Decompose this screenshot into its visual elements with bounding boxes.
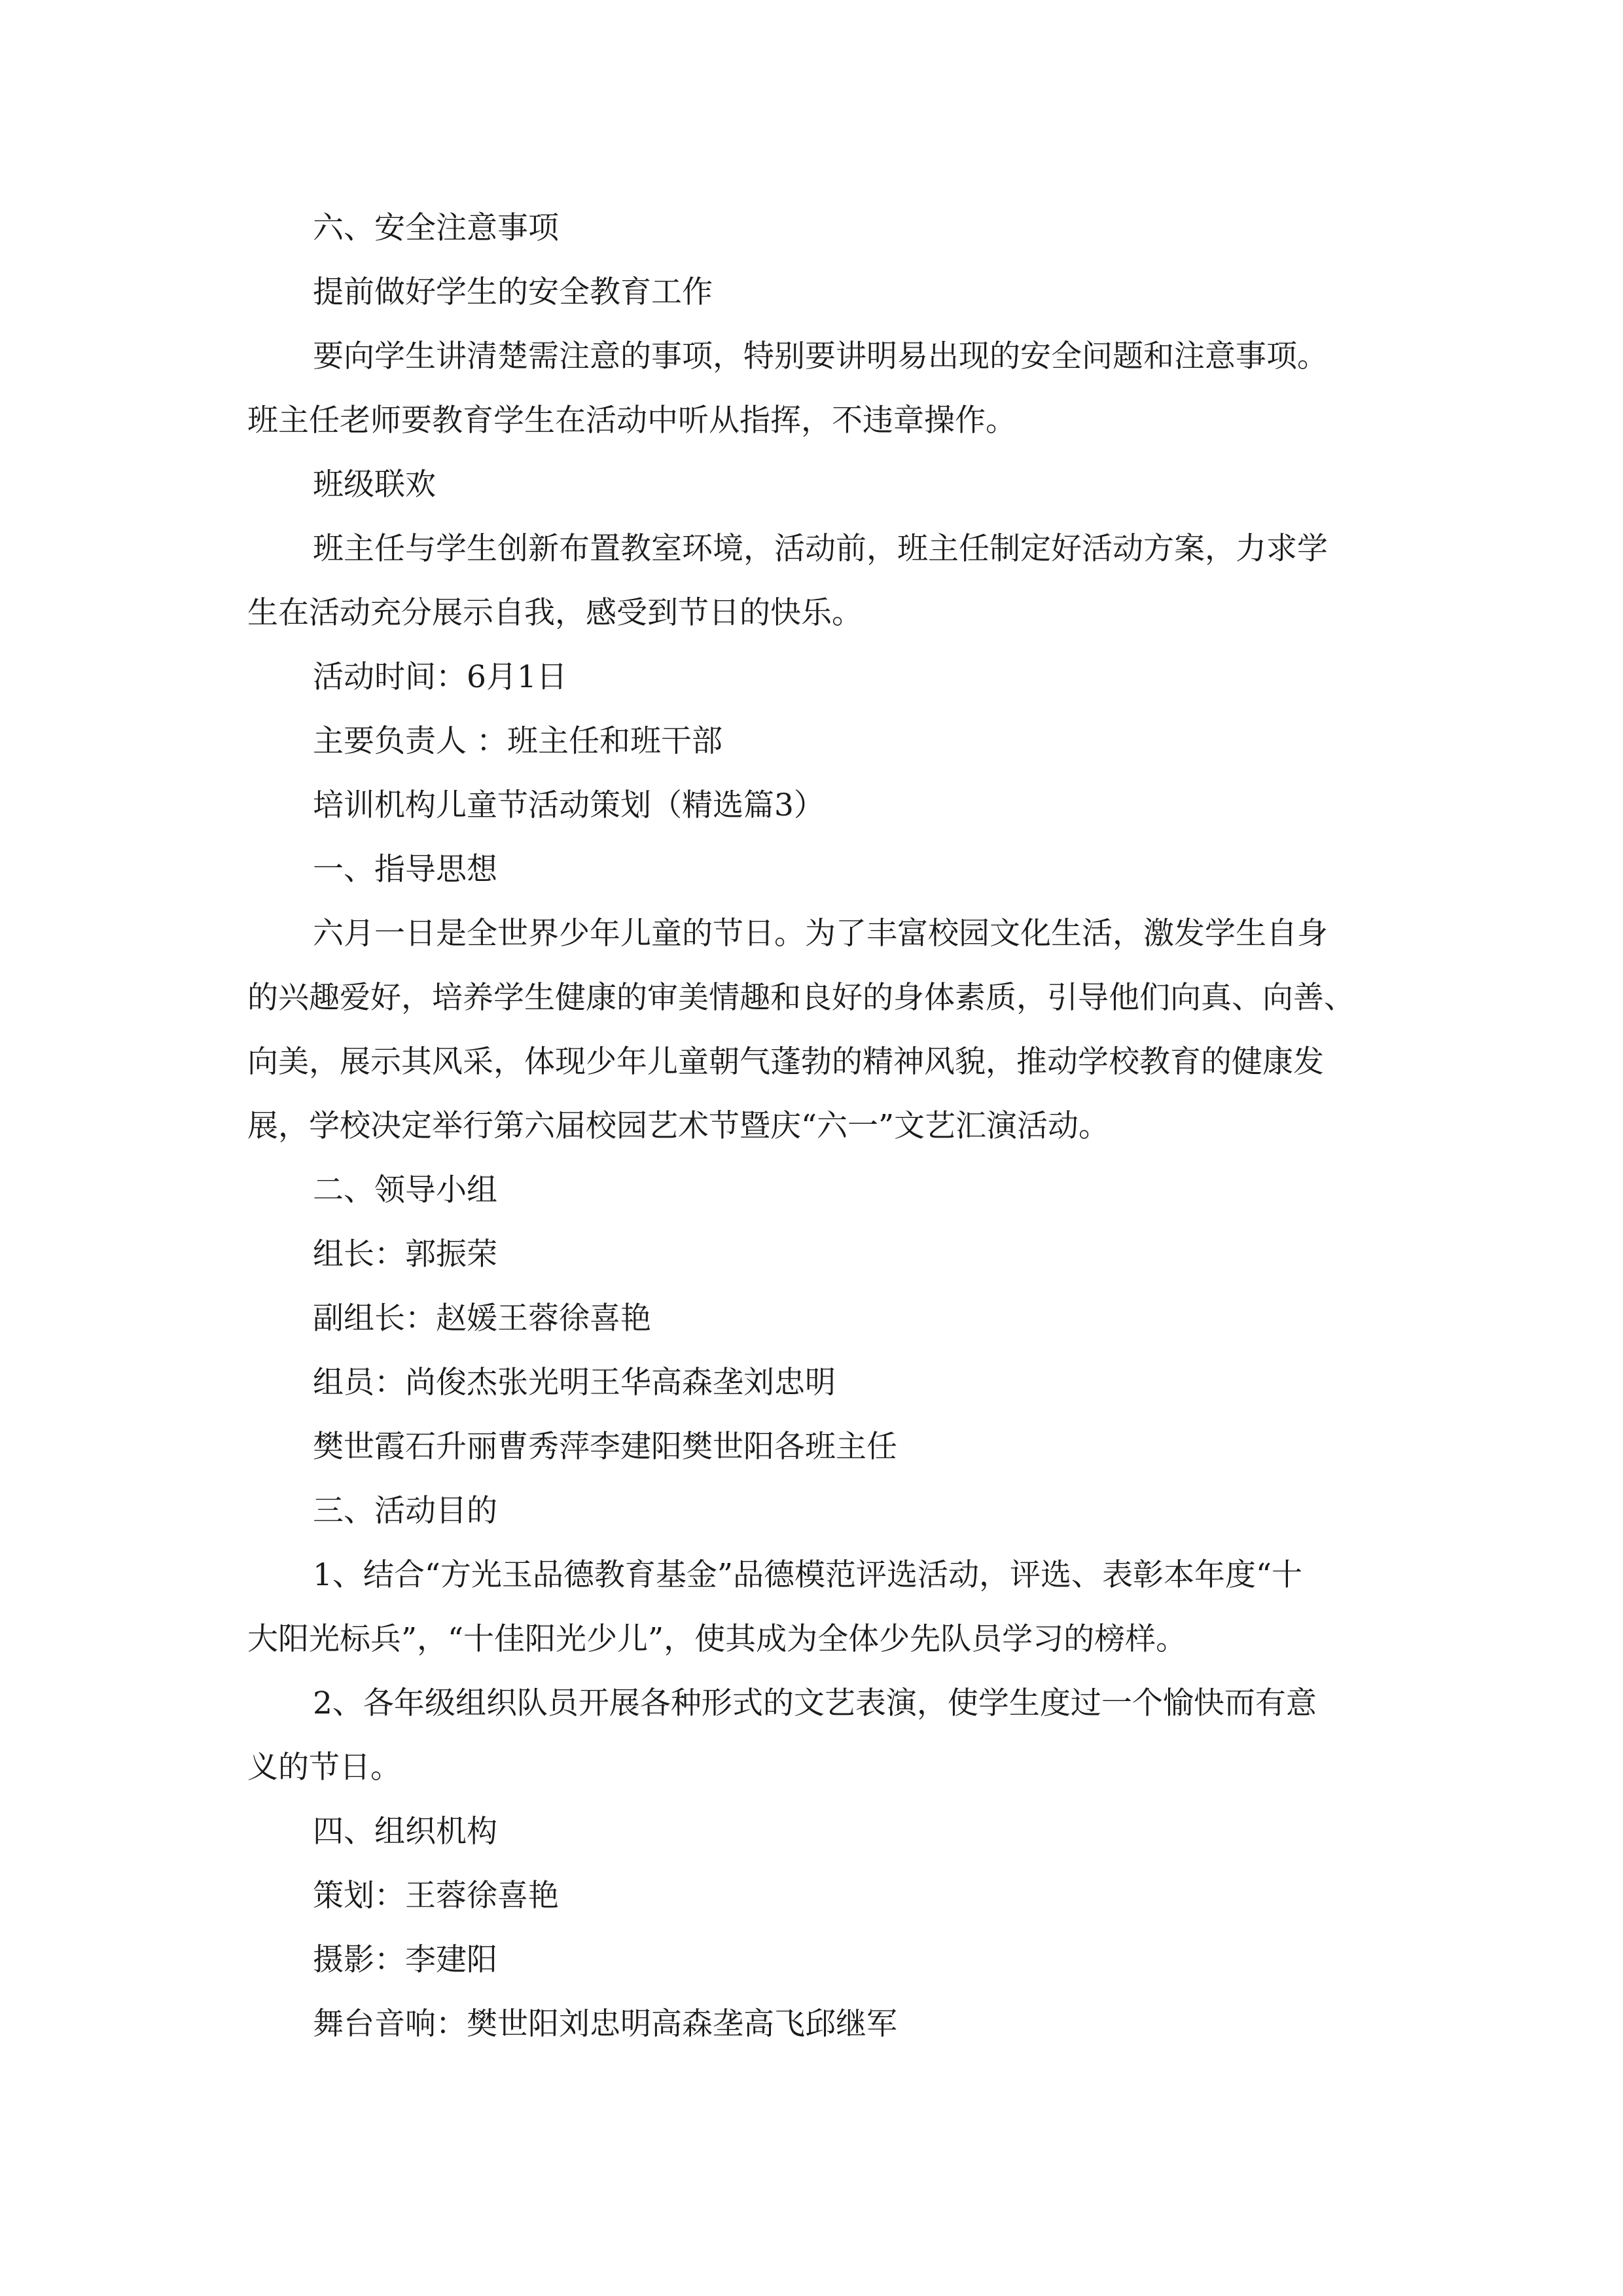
paragraph-line: 摄影：李建阳 [313,1942,497,1978]
heading-safety: 六、安全注意事项 [313,210,559,246]
paragraph-line: 大阳光标兵”，“十佳阳光少儿”，使其成为全体少先队员学习的榜样。 [247,1621,1187,1657]
paragraph-line: 提前做好学生的安全教育工作 [313,274,713,310]
paragraph-line: 展，学校决定举行第六届校园艺术节暨庆“六一”文艺汇演活动。 [247,1108,1110,1144]
heading-purpose: 三、活动目的 [313,1493,497,1529]
paragraph-line: 班级联欢 [313,467,436,503]
paragraph-line: 副组长：赵媛王蓉徐喜艳 [313,1300,651,1336]
paragraph-line: 策划：王蓉徐喜艳 [313,1878,559,1914]
paragraph-line: 组长：郭振荣 [313,1236,497,1272]
paragraph-line: 舞台音响：樊世阳刘忠明高森垄高飞邱继军 [313,2006,897,2042]
paragraph-line: 活动时间：6月1日 [313,659,567,695]
paragraph-line: 1、结合“方光玉品德教育基金”品德模范评选活动，评选、表彰本年度“十 [313,1557,1302,1593]
paragraph-line: 生在活动充分展示自我，感受到节日的快乐。 [247,595,863,631]
paragraph-line: 六月一日是全世界少年儿童的节日。为了丰富校园文化生活，激发学生自身 [313,916,1328,952]
document-body [247,196,1386,2056]
heading-leadership: 二、领导小组 [313,1172,497,1208]
paragraph-line: 2、各年级组织队员开展各种形式的文艺表演，使学生度过一个愉快而有意 [313,1685,1317,1721]
paragraph-line: 主要负责人 ：班主任和班干部 [313,723,722,759]
paragraph-line: 的兴趣爱好，培养学生健康的审美情趣和良好的身体素质，引导他们向真、向善、 [247,980,1355,1016]
paragraph-line: 班主任与学生创新布置教室环境，活动前，班主任制定好活动方案，力求学 [313,531,1328,567]
paragraph-line: 要向学生讲清楚需注意的事项，特别要讲明易出现的安全问题和注意事项。 [313,338,1328,374]
heading-guiding-idea: 一、指导思想 [313,852,497,888]
paragraph-line: 组员：尚俊杰张光明王华高森垄刘忠明 [313,1365,836,1401]
paragraph-line: 义的节日。 [247,1749,401,1785]
paragraph-line: 向美，展示其风采，体现少年儿童朝气蓬勃的精神风貌，推动学校教育的健康发 [247,1044,1324,1080]
paragraph-line: 樊世霞石升丽曹秀萍李建阳樊世阳各班主任 [313,1429,897,1465]
heading-organization: 四、组织机构 [313,1814,497,1850]
paragraph-line: 班主任老师要教育学生在活动中听从指挥，不违章操作。 [247,403,1016,439]
section-title: 培训机构儿童节活动策划（精选篇3） [313,787,825,823]
